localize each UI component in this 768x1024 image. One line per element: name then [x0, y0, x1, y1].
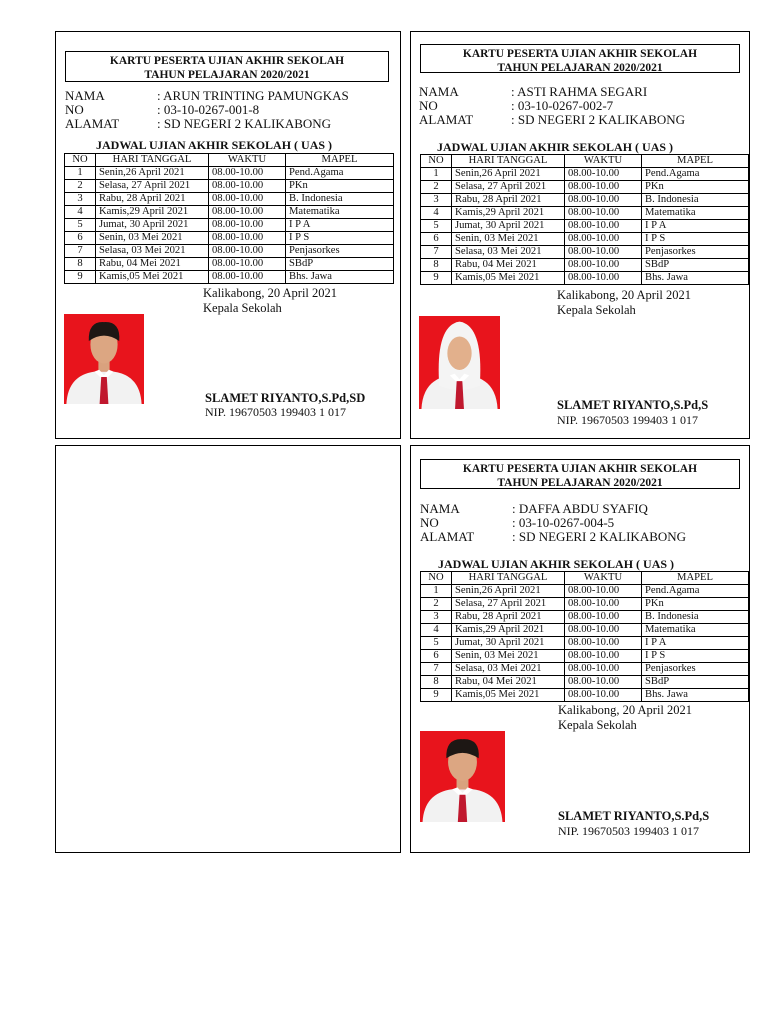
table-cell: Senin,26 April 2021 — [96, 167, 209, 180]
table-cell: Rabu, 04 Mei 2021 — [452, 676, 565, 689]
label-no: NO — [65, 102, 84, 117]
signature-block — [557, 288, 691, 318]
table-cell: Selasa, 03 Mei 2021 — [452, 663, 565, 676]
label-alamat: ALAMAT — [420, 529, 475, 544]
table-cell: Selasa, 03 Mei 2021 — [96, 245, 209, 258]
table-header-row — [65, 154, 394, 167]
table-cell: 1 — [421, 168, 452, 181]
signer-name: SLAMET RIYANTO,S.Pd,SD — [205, 391, 366, 405]
column-header: NO — [65, 154, 96, 167]
column-header: WAKTU — [565, 572, 642, 585]
table-row — [421, 220, 749, 233]
table-row — [421, 246, 749, 259]
table-row — [65, 258, 394, 271]
table-cell: 08.00-10.00 — [209, 193, 286, 206]
table-row — [421, 168, 749, 181]
table-cell: Jumat, 30 April 2021 — [452, 220, 565, 233]
table-row — [65, 167, 394, 180]
student-number: : 03-10-0267-001-8 — [157, 102, 260, 117]
place-date: Kalikabong, 20 April 2021 — [203, 286, 338, 300]
signature-block — [203, 286, 337, 316]
table-cell: 08.00-10.00 — [209, 245, 286, 258]
schedule-table — [420, 571, 749, 702]
table-cell: 08.00-10.00 — [209, 232, 286, 245]
table-cell: 3 — [421, 611, 452, 624]
table-row — [421, 272, 749, 285]
table-row — [421, 585, 749, 598]
table-row — [421, 233, 749, 246]
table-cell: I P A — [642, 220, 749, 233]
signer-nip: NIP. 19670503 199403 1 017 — [558, 824, 700, 838]
table-cell: 08.00-10.00 — [565, 650, 642, 663]
column-header: NO — [421, 155, 452, 168]
table-row — [65, 245, 394, 258]
student-info — [419, 85, 685, 127]
column-header: WAKTU — [209, 154, 286, 167]
table-cell: Selasa, 27 April 2021 — [452, 598, 565, 611]
table-row — [421, 624, 749, 637]
table-header-row — [421, 572, 749, 585]
table-cell: Senin, 03 Mei 2021 — [96, 232, 209, 245]
table-cell: 08.00-10.00 — [209, 167, 286, 180]
table-cell: Rabu, 28 April 2021 — [96, 193, 209, 206]
table-cell: PKn — [642, 598, 749, 611]
table-cell: 08.00-10.00 — [565, 637, 642, 650]
table-row — [65, 271, 394, 284]
table-cell: 5 — [421, 637, 452, 650]
column-header: MAPEL — [642, 155, 749, 168]
table-cell: 1 — [65, 167, 96, 180]
table-cell: 3 — [421, 194, 452, 207]
portrait-image — [419, 316, 500, 409]
table-row — [421, 598, 749, 611]
table-cell: Rabu, 04 Mei 2021 — [96, 258, 209, 271]
table-cell: 08.00-10.00 — [565, 624, 642, 637]
table-cell: Pend.Agama — [642, 168, 749, 181]
student-name: : ARUN TRINTING PAMUNGKAS — [157, 88, 349, 103]
table-cell: Selasa, 27 April 2021 — [96, 180, 209, 193]
table-cell: B. Indonesia — [642, 194, 749, 207]
portrait-image — [420, 731, 505, 822]
table-cell: 08.00-10.00 — [565, 689, 642, 702]
table-row — [421, 637, 749, 650]
table-row — [65, 232, 394, 245]
student-number: : 03-10-0267-002-7 — [511, 98, 614, 113]
table-cell: Matematika — [286, 206, 394, 219]
column-header: MAPEL — [642, 572, 749, 585]
schedule-title: JADWAL UJIAN AKHIR SEKOLAH ( UAS ) — [438, 557, 675, 571]
table-cell: 08.00-10.00 — [209, 219, 286, 232]
student-info — [65, 89, 349, 131]
table-cell: I P A — [286, 219, 394, 232]
schedule-title: JADWAL UJIAN AKHIR SEKOLAH ( UAS ) — [437, 140, 674, 154]
student-name: : DAFFA ABDU SYAFIQ — [512, 501, 648, 516]
table-cell: Kamis,29 April 2021 — [452, 624, 565, 637]
label-nama: NAMA — [419, 84, 459, 99]
table-cell: Matematika — [642, 624, 749, 637]
table-cell: Bhs. Jawa — [642, 689, 749, 702]
table-cell: PKn — [642, 181, 749, 194]
table-cell: I P S — [286, 232, 394, 245]
table-cell: Selasa, 27 April 2021 — [452, 181, 565, 194]
table-header-row — [421, 155, 749, 168]
table-cell: SBdP — [286, 258, 394, 271]
table-cell: Penjasorkes — [286, 245, 394, 258]
student-photo — [419, 316, 500, 409]
table-cell: 4 — [421, 207, 452, 220]
table-cell: 08.00-10.00 — [565, 259, 642, 272]
table-row — [421, 611, 749, 624]
table-row — [65, 180, 394, 193]
table-cell: 5 — [65, 219, 96, 232]
table-cell: I P S — [642, 650, 749, 663]
table-cell: 6 — [421, 650, 452, 663]
table-cell: 08.00-10.00 — [565, 233, 642, 246]
label-nama: NAMA — [420, 501, 460, 516]
table-cell: Matematika — [642, 207, 749, 220]
table-cell: Senin, 03 Mei 2021 — [452, 650, 565, 663]
table-cell: Senin, 03 Mei 2021 — [452, 233, 565, 246]
portrait-image — [64, 314, 144, 404]
table-row — [65, 219, 394, 232]
label-alamat: ALAMAT — [419, 112, 474, 127]
signer-role: Kepala Sekolah — [558, 718, 637, 732]
table-cell: B. Indonesia — [642, 611, 749, 624]
table-cell: 08.00-10.00 — [565, 272, 642, 285]
table-row — [421, 194, 749, 207]
table-row — [421, 689, 749, 702]
table-cell: Rabu, 28 April 2021 — [452, 194, 565, 207]
table-cell: 08.00-10.00 — [565, 611, 642, 624]
table-cell: 2 — [421, 181, 452, 194]
table-cell: 08.00-10.00 — [565, 598, 642, 611]
column-header: HARI TANGGAL — [452, 572, 565, 585]
table-row — [421, 650, 749, 663]
table-cell: 7 — [65, 245, 96, 258]
table-cell: Rabu, 04 Mei 2021 — [452, 259, 565, 272]
student-address: : SD NEGERI 2 KALIKABONG — [157, 116, 332, 131]
table-cell: Selasa, 03 Mei 2021 — [452, 246, 565, 259]
table-cell: 3 — [65, 193, 96, 206]
table-cell: SBdP — [642, 259, 749, 272]
signer-nip: NIP. 19670503 199403 1 017 — [205, 405, 347, 419]
table-cell: 08.00-10.00 — [209, 271, 286, 284]
student-address: : SD NEGERI 2 KALIKABONG — [511, 112, 686, 127]
student-info — [420, 502, 686, 544]
table-row — [421, 663, 749, 676]
label-alamat: ALAMAT — [65, 116, 120, 131]
column-header: HARI TANGGAL — [452, 155, 565, 168]
table-cell: Kamis,29 April 2021 — [96, 206, 209, 219]
signer-role: Kepala Sekolah — [203, 301, 282, 315]
table-cell: 4 — [421, 624, 452, 637]
table-cell: 08.00-10.00 — [209, 180, 286, 193]
schedule-table — [420, 154, 749, 285]
table-cell: Kamis,05 Mei 2021 — [452, 272, 565, 285]
table-cell: 4 — [65, 206, 96, 219]
table-cell: 6 — [65, 232, 96, 245]
table-cell: Rabu, 28 April 2021 — [452, 611, 565, 624]
table-cell: Senin,26 April 2021 — [452, 168, 565, 181]
table-cell: Penjasorkes — [642, 663, 749, 676]
table-cell: Bhs. Jawa — [286, 271, 394, 284]
column-header: WAKTU — [565, 155, 642, 168]
table-cell: Jumat, 30 April 2021 — [96, 219, 209, 232]
table-cell: 6 — [421, 233, 452, 246]
column-header: NO — [421, 572, 452, 585]
table-cell: PKn — [286, 180, 394, 193]
signature-block — [558, 703, 692, 733]
table-cell: 08.00-10.00 — [565, 676, 642, 689]
table-cell: 08.00-10.00 — [565, 246, 642, 259]
table-cell: Pend.Agama — [286, 167, 394, 180]
table-cell: 08.00-10.00 — [209, 206, 286, 219]
table-cell: Kamis,29 April 2021 — [452, 207, 565, 220]
card-title: KARTU PESERTA UJIAN AKHIR SEKOLAH TAHUN PELAJARAN 2020/2021 — [420, 44, 740, 73]
label-nama: NAMA — [65, 88, 105, 103]
table-cell: Jumat, 30 April 2021 — [452, 637, 565, 650]
table-cell: B. Indonesia — [286, 193, 394, 206]
table-row — [421, 207, 749, 220]
table-cell: 08.00-10.00 — [565, 220, 642, 233]
label-no: NO — [419, 98, 438, 113]
student-address: : SD NEGERI 2 KALIKABONG — [512, 529, 687, 544]
table-cell: 08.00-10.00 — [565, 207, 642, 220]
label-no: NO — [420, 515, 439, 530]
schedule-title: JADWAL UJIAN AKHIR SEKOLAH ( UAS ) — [96, 138, 333, 152]
empty-card — [55, 445, 401, 853]
signer-role: Kepala Sekolah — [557, 303, 636, 317]
table-cell: Penjasorkes — [642, 246, 749, 259]
signer-nip: NIP. 19670503 199403 1 017 — [557, 413, 699, 427]
signer-name: SLAMET RIYANTO,S.Pd,S — [558, 809, 710, 823]
table-cell: 1 — [421, 585, 452, 598]
table-cell: SBdP — [642, 676, 749, 689]
place-date: Kalikabong, 20 April 2021 — [557, 288, 692, 302]
table-cell: 8 — [421, 259, 452, 272]
table-cell: 7 — [421, 663, 452, 676]
table-cell: 8 — [65, 258, 96, 271]
table-cell: Kamis,05 Mei 2021 — [452, 689, 565, 702]
table-cell: 08.00-10.00 — [565, 585, 642, 598]
table-cell: 9 — [421, 689, 452, 702]
table-cell: 2 — [421, 598, 452, 611]
table-cell: 2 — [65, 180, 96, 193]
table-row — [421, 259, 749, 272]
table-cell: I P A — [642, 637, 749, 650]
table-cell: 5 — [421, 220, 452, 233]
table-cell: 08.00-10.00 — [565, 181, 642, 194]
table-row — [65, 193, 394, 206]
table-cell: 08.00-10.00 — [565, 663, 642, 676]
student-number: : 03-10-0267-004-5 — [512, 515, 615, 530]
table-cell: 08.00-10.00 — [209, 258, 286, 271]
table-cell: I P S — [642, 233, 749, 246]
schedule-table — [64, 153, 394, 284]
table-cell: Senin,26 April 2021 — [452, 585, 565, 598]
table-row — [421, 181, 749, 194]
student-name: : ASTI RAHMA SEGARI — [511, 84, 648, 99]
card-title: KARTU PESERTA UJIAN AKHIR SEKOLAH TAHUN PELAJARAN 2020/2021 — [65, 51, 389, 82]
table-cell: 9 — [65, 271, 96, 284]
table-cell: Pend.Agama — [642, 585, 749, 598]
student-photo — [420, 731, 505, 822]
table-cell: 08.00-10.00 — [565, 168, 642, 181]
place-date: Kalikabong, 20 April 2021 — [558, 703, 693, 717]
column-header: HARI TANGGAL — [96, 154, 209, 167]
table-row — [421, 676, 749, 689]
table-cell: 9 — [421, 272, 452, 285]
table-cell: Kamis,05 Mei 2021 — [96, 271, 209, 284]
signer-name: SLAMET RIYANTO,S.Pd,S — [557, 398, 709, 412]
table-cell: 8 — [421, 676, 452, 689]
card-title: KARTU PESERTA UJIAN AKHIR SEKOLAH TAHUN PELAJARAN 2020/2021 — [420, 459, 740, 489]
column-header: MAPEL — [286, 154, 394, 167]
student-photo — [64, 314, 144, 404]
table-cell: 7 — [421, 246, 452, 259]
table-cell: Bhs. Jawa — [642, 272, 749, 285]
table-cell: 08.00-10.00 — [565, 194, 642, 207]
table-row — [65, 206, 394, 219]
